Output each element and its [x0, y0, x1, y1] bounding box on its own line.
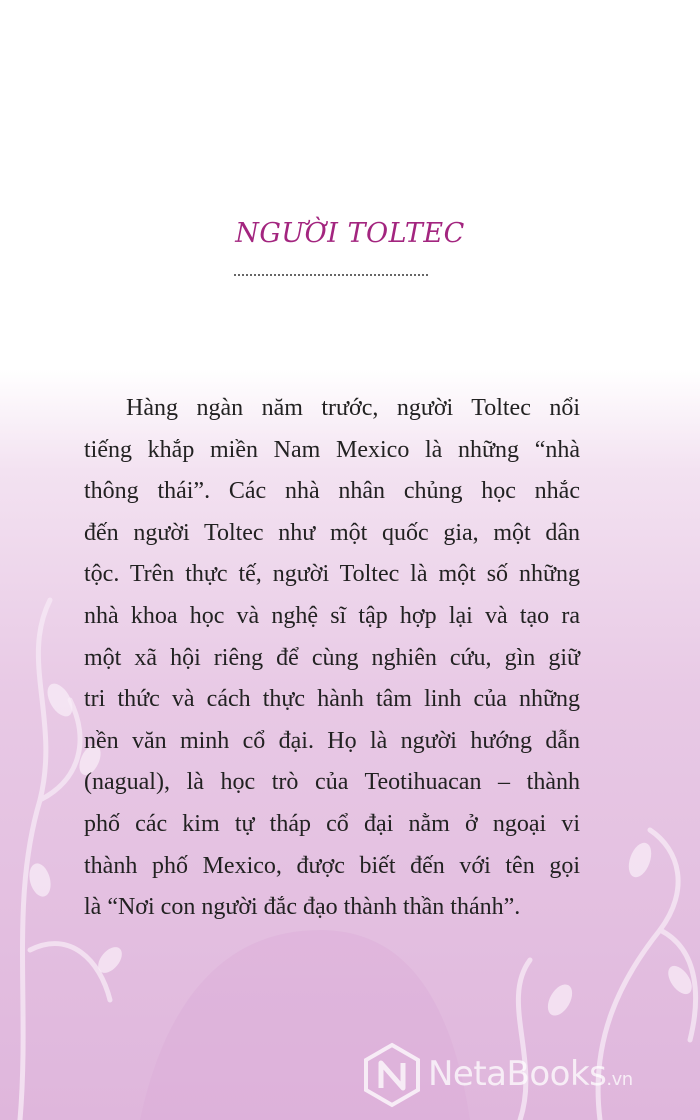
- paragraph-line: là “Nơi con người đắc đạo thành thần thánh”.: [84, 894, 521, 921]
- paragraph-line: phố các kim tự tháp cổ đại nằm ở ngoại vi: [84, 810, 580, 837]
- paragraph-line: nền văn minh cổ đại. Họ là người hướng dẫn: [84, 727, 580, 754]
- netabooks-watermark: [362, 1040, 682, 1110]
- watermark-text: [428, 1054, 633, 1094]
- paragraph-line: Hàng ngàn năm trước, người Toltec nổi: [126, 395, 580, 421]
- watermark-domain: .vn: [606, 1069, 633, 1090]
- hexagon-n-logo-icon: [362, 1042, 422, 1108]
- paragraph-line: (nagual), là học trò của Teotihuacan – thành: [84, 769, 580, 796]
- body-paragraph: [84, 388, 580, 929]
- chapter-title: NGƯỜI TOLTEC: [235, 218, 465, 249]
- title-dotted-rule: [234, 274, 428, 276]
- paragraph-line: thông thái”. Các nhà nhân chủng học nhắc: [84, 478, 580, 505]
- paragraph-line: tộc. Trên thực tế, người Toltec là một số những: [84, 561, 580, 588]
- paragraph-line: tiếng khắp miền Nam Mexico là những “nhà: [84, 436, 580, 463]
- watermark-brand: NetaBooks: [428, 1054, 607, 1094]
- paragraph-line: tri thức và cách thực hành tâm linh của những: [84, 686, 580, 713]
- paragraph-line: nhà khoa học và nghệ sĩ tập hợp lại và tạo ra: [84, 602, 580, 629]
- paragraph-line: đến người Toltec như một quốc gia, một dân: [84, 519, 580, 546]
- paragraph-line: thành phố Mexico, được biết đến với tên gọi: [84, 852, 580, 879]
- paragraph-line: một xã hội riêng để cùng nghiên cứu, gìn giữ: [84, 644, 580, 671]
